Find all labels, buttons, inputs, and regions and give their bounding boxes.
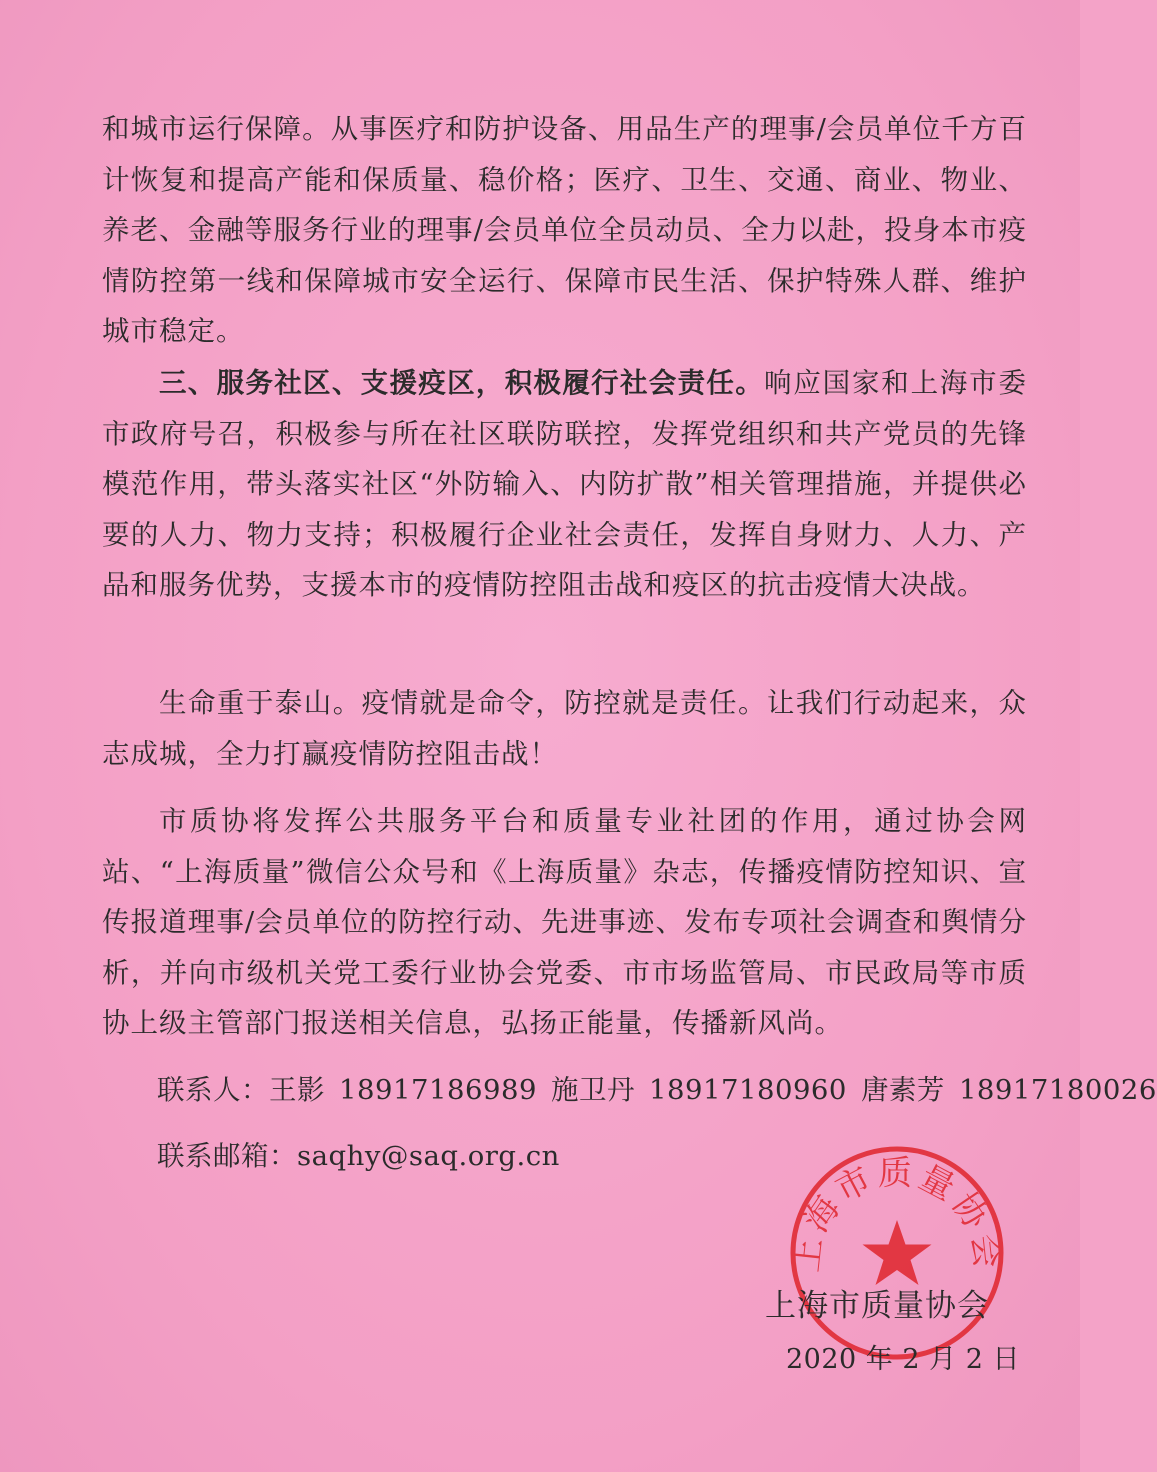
svg-text:上海市质量协会: 上海市质量协会	[786, 1153, 1008, 1275]
email-label: 联系邮箱：	[157, 1140, 297, 1172]
contact-line	[157, 1070, 1157, 1110]
seal-star-icon	[863, 1220, 932, 1285]
contact-name: 唐素芳	[860, 1074, 945, 1106]
email-line	[157, 1136, 560, 1176]
signature-organization: 上海市质量协会	[765, 1288, 989, 1324]
paragraph-2	[102, 358, 1027, 611]
contact-phone: 18917180026	[958, 1074, 1157, 1106]
paragraph-4: 市质协将发挥公共服务平台和质量专业社团的作用，通过协会网站、“上海质量”微信公众号和《上海质量》杂志，传播疫情防控知识、宣传报道理事/会员单位的防控行动、先进事迹、发布专项社会调查和舆情分析，并向市级机关党工委行业协会党委、市市场监管局、市民政局等市质协上级主管部门报送相关信息，弘扬正能量，传播新风尚。	[102, 805, 1027, 1039]
contact-name: 施卫丹	[550, 1074, 635, 1106]
section-heading: 三、服务社区、支援疫区，积极履行社会责任。	[159, 367, 765, 399]
email-address: saqhy@saq.org.cn	[297, 1140, 560, 1172]
paragraph-1: 和城市运行保障。从事医疗和防护设备、用品生产的理事/会员单位千方百计恢复和提高产能和保质量、稳价格；医疗、卫生、交通、商业、物业、养老、金融等服务行业的理事/会员单位全员动员、全力以赴，投身本市疫情防控第一线和保障城市安全运行、保障市民生活、保护特殊人群、维护城市稳定。	[102, 113, 1027, 347]
paragraph-2-body: 响应国家和上海市委市政府号召，积极参与所在社区联防联控，发挥党组织和共产党员的先锋模范作用，带头落实社区“外防输入、内防扩散”相关管理措施，并提供必要的人力、物力支持；积极履行企业社会责任，发挥自身财力、人力、产品和服务优势，支援本市的疫情防控阻击战和疫区的抗击疫情大决战。	[102, 367, 1027, 601]
contact-name: 王影	[269, 1074, 325, 1106]
contact-phone: 18917186989	[339, 1074, 537, 1106]
paragraph-3: 生命重于泰山。疫情就是命令，防控就是责任。让我们行动起来，众志成城，全力打赢疫情防控阻击战！	[102, 687, 1027, 770]
contact-phone: 18917180960	[648, 1074, 847, 1106]
official-seal-stamp	[784, 1140, 1010, 1366]
contact-label: 联系人：	[157, 1074, 269, 1106]
signature-date: 2020 年 2 月 2 日	[786, 1344, 1020, 1375]
